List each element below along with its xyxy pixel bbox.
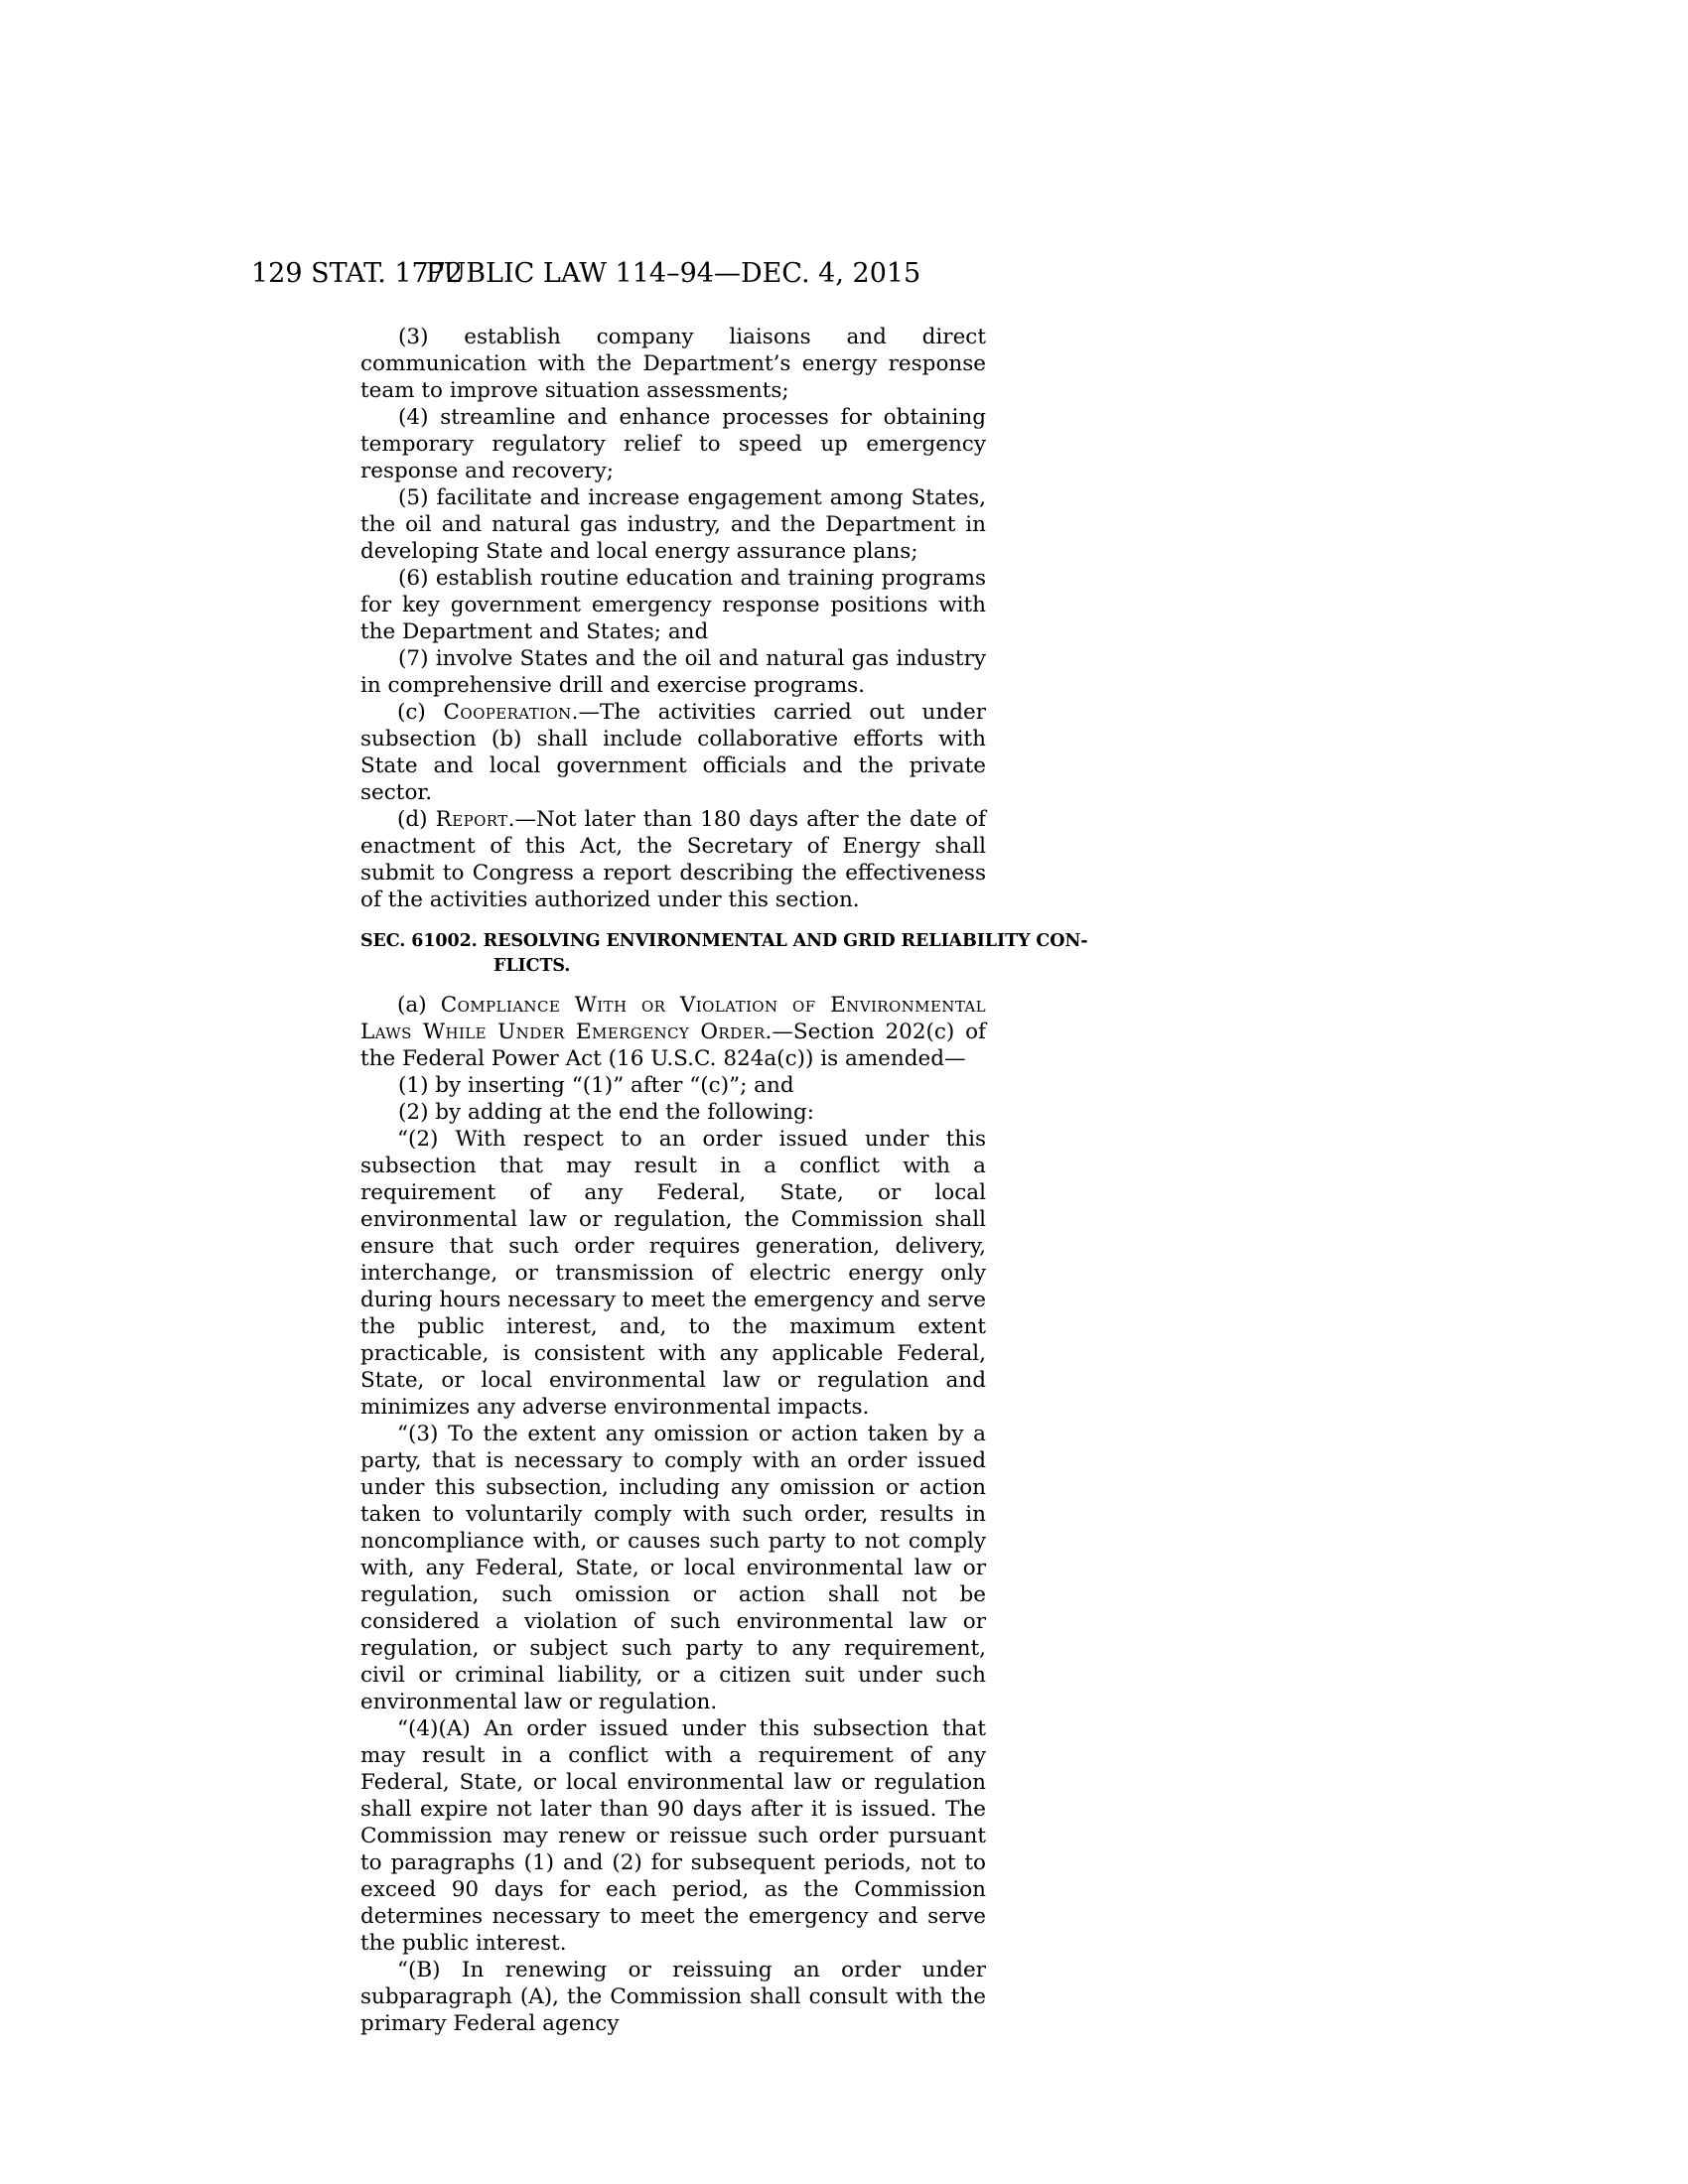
quoted-paragraph-4B <box>360 1957 986 2037</box>
text-run: SEC. 61002. RESOLVING ENVIRONMENTAL AND GRID RELIABILITY CON- <box>360 931 1088 951</box>
clause-4 <box>360 404 986 484</box>
text-run: (d) <box>397 807 436 832</box>
text-run: Cooperation <box>443 700 572 725</box>
quoted-paragraph-2 <box>360 1126 986 1421</box>
text-run: Compliance With or Violation of Environmental Laws While Under Emergency Order <box>360 993 986 1044</box>
text-run: Report <box>435 807 508 832</box>
text-run: (a) <box>397 993 441 1018</box>
clause-6 <box>360 565 986 645</box>
text-run: (3) establish company liaisons and direct communication with the Department’s energy response team to improve situation assessments; <box>360 325 986 403</box>
public-law-running-head: PUBLIC LAW 114–94—DEC. 4, 2015 <box>425 258 921 289</box>
text-run: “(2) With respect to an order issued under this subsection that may result in a conflict with a requirement of any Federal, State, or local environmental law or regulation, the Commission shall ensure that such order requires generation, delivery, interchange, or transmission of electric energy only during hours necessary to meet the emergency and serve the public interest, and, to the maximum extent practicable, is consistent with any applicable Federal, State, or local environmental law or regulation and minimizes any adverse environmental impacts. <box>360 1127 986 1420</box>
clause-3 <box>360 324 986 404</box>
text-run: .—Not later than 180 days after the date of enactment of this Act, the Secretary of Energy shall submit to Congress a report describing the effectiveness of the activities authorized under this section. <box>360 807 986 912</box>
text-run: “(B) In renewing or reissuing an order under subparagraph (A), the Commission shall consult with the primary Federal agency <box>360 1958 986 2036</box>
content <box>360 324 1088 2037</box>
text-run: (c) <box>397 700 444 725</box>
quoted-paragraph-3 <box>360 1421 986 1715</box>
quoted-paragraph-4A <box>360 1715 986 1957</box>
text-run: (4) streamline and enhance processes for obtaining temporary regulatory relief to speed up emergency response and recovery; <box>360 405 986 483</box>
amendment-2 <box>360 1099 986 1126</box>
text-run: “(3) To the extent any omission or action taken by a party, that is necessary to comply with an order issued under this subsection, including any omission or action taken to voluntarily comply with such order, results in noncompliance with, or causes such party to not comply with, any Federal, State, or local environmental law or regulation, such omission or action shall not be considered a violation of such environmental law or regulation, or subject such party to any requirement, civil or criminal liability, or a citizen suit under such environmental law or regulation. <box>360 1422 986 1714</box>
text-run: .—The activities carried out under subsection (b) shall include collaborative efforts with State and local government officials and the private sector. <box>360 700 987 805</box>
text-run: (5) facilitate and increase engagement among States, the oil and natural gas industry, and the Department in developing State and local energy assurance plans; <box>360 485 986 564</box>
text-run: (2) by adding at the end the following: <box>398 1100 814 1125</box>
amendment-1 <box>360 1072 986 1099</box>
subsection-c <box>360 699 986 806</box>
text-run: “(4)(A) An order issued under this subsection that may result in a conflict with a requirement of any Federal, State, or local environmental law or regulation shall expire not later than 90 days after it is issued. The Commission may renew or reissue such order pursuant to paragraphs (1) and (2) for subsequent periods, not to exceed 90 days for each period, as the Commission determines necessary to meet the emergency and serve the public interest. <box>360 1716 986 1956</box>
text-run: .—Section 202(c) of the Federal Power Act (16 U.S.C. 824a(c)) is amended— <box>360 1020 986 1071</box>
text-run: (1) by inserting “(1)” after “(c)”; and <box>398 1073 794 1098</box>
text-run: (7) involve States and the oil and natural gas industry in comprehensive drill and exercise programs. <box>360 646 986 698</box>
text-run: (6) establish routine education and training programs for key government emergency response positions with the Department and States; and <box>360 566 986 644</box>
page-number-stat: 129 STAT. 1772 <box>251 258 464 289</box>
subsection-d <box>360 806 986 913</box>
clause-7 <box>360 645 986 699</box>
section-heading <box>360 929 1088 979</box>
text-run: FLICTS. <box>493 956 571 976</box>
subsection-a <box>360 992 986 1072</box>
clause-5 <box>360 484 986 565</box>
